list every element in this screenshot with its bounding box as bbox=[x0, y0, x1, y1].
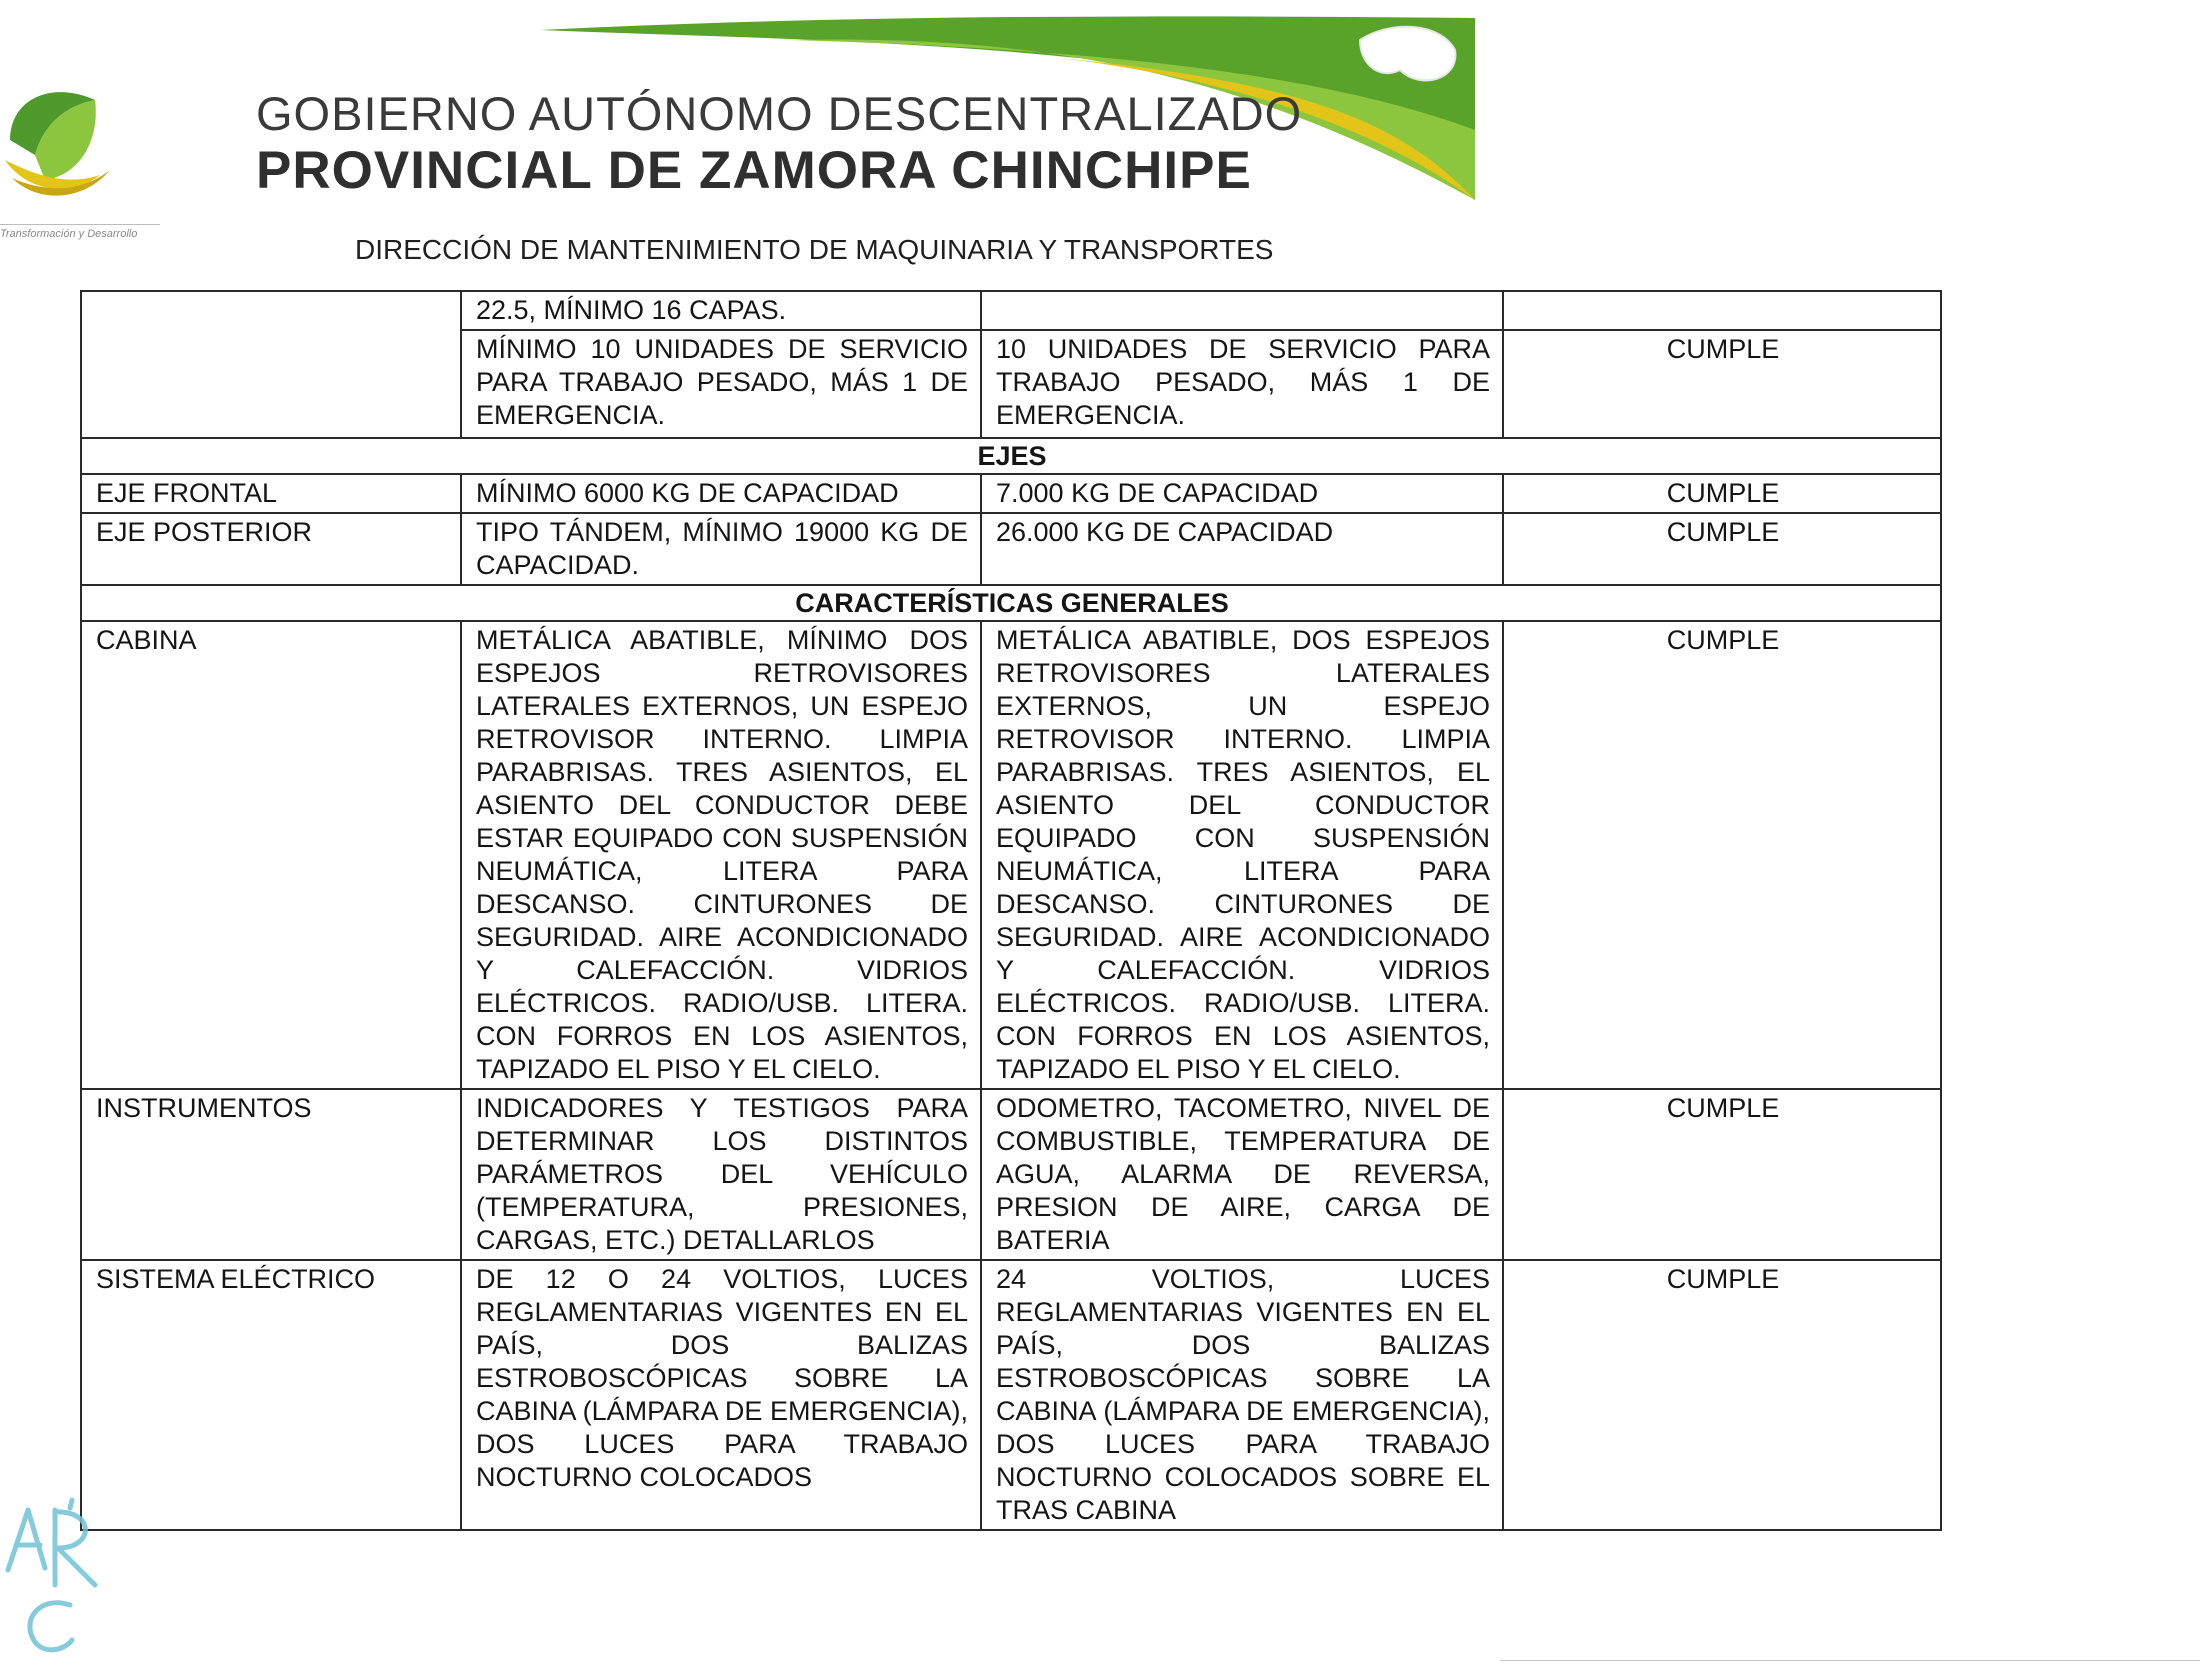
status-cell: CUMPLE bbox=[1503, 474, 1941, 513]
parameter-cell: EJE FRONTAL bbox=[81, 474, 461, 513]
page-bottom-rule bbox=[1500, 1660, 2200, 1661]
offered-cell: METÁLICA ABATIBLE, DOS ESPEJOS RETROVISORES LATERALES EXTERNOS, UN ESPEJO RETROVISOR INTERNO. LIMPIA PARABRISAS. TRES ASIENTOS, EL ASIENTO DEL CONDUCTOR EQUIPADO CON SUSPENSIÓN NEUMÁTICA, LITERA PARA DESCANSO. CINTURONES DE SEGURIDAD. AIRE ACONDICIONADO Y CALEFACCIÓN. VIDRIOS ELÉCTRICOS. RADIO/USB. LITERA. CON FORROS EN LOS ASIENTOS, TAPIZADO EL PISO Y EL CIELO. bbox=[981, 621, 1503, 1089]
status-cell: CUMPLE bbox=[1503, 330, 1941, 438]
required-cell: MÍNIMO 6000 KG DE CAPACIDAD bbox=[461, 474, 981, 513]
gad-logo bbox=[0, 60, 140, 210]
required-cell: 22.5, MÍNIMO 16 CAPAS. bbox=[461, 291, 981, 330]
offered-cell: ODOMETRO, TACOMETRO, NIVEL DE COMBUSTIBLE, TEMPERATURA DE AGUA, ALARMA DE REVERSA, PRESION DE AIRE, CARGA DE BATERIA bbox=[981, 1089, 1503, 1260]
table-row bbox=[81, 513, 1941, 585]
section-header-row bbox=[81, 438, 1941, 474]
required-cell: METÁLICA ABATIBLE, MÍNIMO DOS ESPEJOS RETROVISORES LATERALES EXTERNOS, UN ESPEJO RETROVISOR INTERNO. LIMPIA PARABRISAS. TRES ASIENTOS, EL ASIENTO DEL CONDUCTOR DEBE ESTAR EQUIPADO CON SUSPENSIÓN NEUMÁTICA, LITERA PARA DESCANSO. CINTURONES DE SEGURIDAD. AIRE ACONDICIONADO Y CALEFACCIÓN. VIDRIOS ELÉCTRICOS. RADIO/USB. LITERA. CON FORROS EN LOS ASIENTOS, TAPIZADO EL PISO Y EL CIELO. bbox=[461, 621, 981, 1089]
offered-cell: 26.000 KG DE CAPACIDAD bbox=[981, 513, 1503, 585]
section-header-row bbox=[81, 585, 1941, 621]
status-cell: CUMPLE bbox=[1503, 513, 1941, 585]
org-name-line2: PROVINCIAL DE ZAMORA CHINCHIPE bbox=[256, 141, 1252, 200]
table-row bbox=[81, 291, 1941, 330]
org-name-line1: GOBIERNO AUTÓNOMO DESCENTRALIZADO bbox=[256, 87, 1303, 140]
parameter-cell: SISTEMA ELÉCTRICO bbox=[81, 1260, 461, 1530]
status-cell: CUMPLE bbox=[1503, 1089, 1941, 1260]
offered-cell: 7.000 KG DE CAPACIDAD bbox=[981, 474, 1503, 513]
initials-stamp bbox=[0, 1490, 110, 1660]
required-cell: MÍNIMO 10 UNIDADES DE SERVICIO PARA TRABAJO PESADO, MÁS 1 DE EMERGENCIA. bbox=[461, 330, 981, 438]
status-cell: CUMPLE bbox=[1503, 1260, 1941, 1530]
required-cell: TIPO TÁNDEM, MÍNIMO 19000 KG DE CAPACIDAD. bbox=[461, 513, 981, 585]
required-cell: INDICADORES Y TESTIGOS PARA DETERMINAR LOS DISTINTOS PARÁMETROS DEL VEHÍCULO (TEMPERATURA, PRESIONES, CARGAS, ETC.) DETALLARLOS bbox=[461, 1089, 981, 1260]
logo-tagline: Transformación y Desarrollo bbox=[0, 228, 138, 240]
table-row bbox=[81, 474, 1941, 513]
table-row bbox=[81, 1089, 1941, 1260]
parameter-cell: EJE POSTERIOR bbox=[81, 513, 461, 585]
section-title: EJES bbox=[81, 438, 1941, 474]
status-cell bbox=[1503, 291, 1941, 330]
offered-cell bbox=[981, 291, 1503, 330]
logo-divider bbox=[0, 224, 160, 225]
offered-cell: 24 VOLTIOS, LUCES REGLAMENTARIAS VIGENTES EN EL PAÍS, DOS BALIZAS ESTROBOSCÓPICAS SOBRE LA CABINA (LÁMPARA DE EMERGENCIA), DOS LUCES PARA TRABAJO NOCTURNO COLOCADOS SOBRE EL TRAS CABINA bbox=[981, 1260, 1503, 1530]
specification-table bbox=[80, 290, 1942, 1531]
table-row bbox=[81, 1260, 1941, 1530]
section-title: CARACTERÍSTICAS GENERALES bbox=[81, 585, 1941, 621]
parameter-cell bbox=[81, 291, 461, 438]
table-row bbox=[81, 621, 1941, 1089]
department-title: DIRECCIÓN DE MANTENIMIENTO DE MAQUINARIA Y TRANSPORTES bbox=[355, 234, 1274, 265]
parameter-cell: INSTRUMENTOS bbox=[81, 1089, 461, 1260]
offered-cell: 10 UNIDADES DE SERVICIO PARA TRABAJO PESADO, MÁS 1 DE EMERGENCIA. bbox=[981, 330, 1503, 438]
required-cell: DE 12 O 24 VOLTIOS, LUCES REGLAMENTARIAS VIGENTES EN EL PAÍS, DOS BALIZAS ESTROBOSCÓPICAS SOBRE LA CABINA (LÁMPARA DE EMERGENCIA), DOS LUCES PARA TRABAJO NOCTURNO COLOCADOS bbox=[461, 1260, 981, 1530]
status-cell: CUMPLE bbox=[1503, 621, 1941, 1089]
parameter-cell: CABINA bbox=[81, 621, 461, 1089]
